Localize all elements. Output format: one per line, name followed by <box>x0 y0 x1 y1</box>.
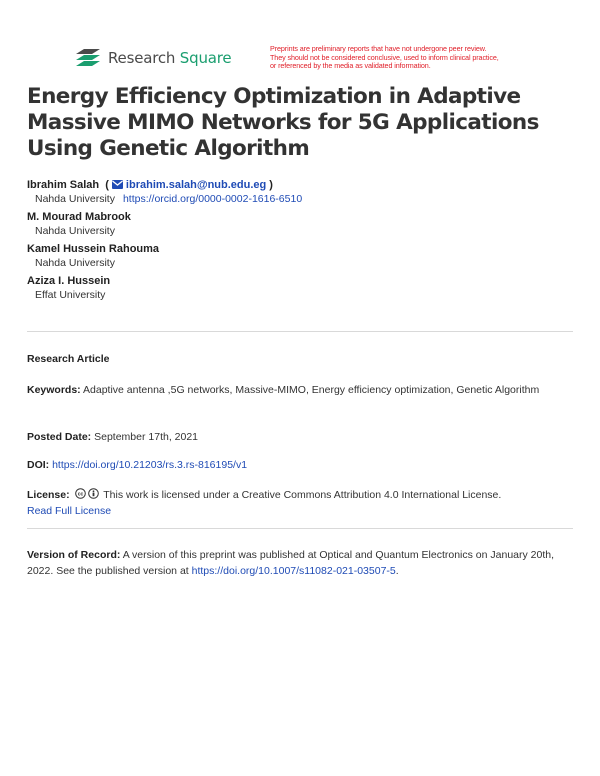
read-full-license-link[interactable]: Read Full License <box>27 505 112 517</box>
author-email-wrap: ( ibrahim.salah@nub.edu.eg ) <box>99 179 273 191</box>
research-square-logo[interactable] <box>74 47 231 69</box>
doi-link[interactable]: https://doi.org/10.21203/rs.3.rs-816195/v1 <box>52 459 248 471</box>
author-entry <box>27 242 567 270</box>
logo-wordmark <box>108 49 231 67</box>
notice-line: or referenced by the media as validated information. <box>270 61 431 71</box>
article-type-label: Research Article <box>27 353 110 365</box>
author-entry <box>27 210 567 238</box>
mail-icon <box>112 180 123 189</box>
author-affiliation <box>27 192 567 206</box>
section-divider <box>27 528 573 529</box>
affiliation-text: Nahda University <box>35 193 115 205</box>
posted-date-block <box>27 429 573 445</box>
paper-title: Energy Efficiency Optimization in Adaptive Massive MIMO Networks for 5G Applications Using Genetic Algorithm <box>27 84 539 161</box>
keywords-value: Adaptive antenna ,5G networks, Massive-MIMO, Energy efficiency optimization, Genetic Algorithm <box>83 384 540 396</box>
doi-label: DOI: <box>27 459 50 471</box>
doi-block <box>27 457 573 473</box>
version-label: Version of Record: <box>27 549 121 561</box>
by-icon <box>88 488 99 499</box>
author-name-line <box>27 178 567 192</box>
license-text: This work is licensed under a Creative Commons Attribution 4.0 International License. <box>103 489 502 501</box>
cc-icon <box>75 488 86 499</box>
version-end: . <box>395 565 399 577</box>
author-list <box>27 178 567 306</box>
logo-word-square: Square <box>179 49 232 67</box>
author-entry <box>27 178 567 206</box>
author-name: Kamel Hussein Rahouma <box>27 243 160 255</box>
license-icons <box>75 488 99 499</box>
posted-date-value: September 17th, 2021 <box>94 431 199 443</box>
page-header <box>0 0 600 80</box>
author-name: Aziza I. Hussein <box>27 275 111 287</box>
notice-line: Preprints are preliminary reports that have not undergone peer review. <box>270 44 487 53</box>
keywords-label: Keywords: <box>27 384 81 396</box>
author-affiliation: Nahda University <box>35 225 115 237</box>
research-square-logo-icon <box>74 47 102 69</box>
logo-word-research: Research <box>108 49 176 67</box>
keywords-block <box>27 382 573 398</box>
article-type <box>27 351 573 367</box>
author-entry <box>27 274 567 302</box>
version-text: A version of this preprint was published at Optical and Quantum Electronics on January 20th, 2022. See the published version at <box>27 549 555 577</box>
published-version-link[interactable]: https://doi.org/10.1007/s11082-021-03507-5 <box>191 565 396 577</box>
svg-text:cc: cc <box>77 491 83 498</box>
author-name: Ibrahim Salah <box>27 179 100 191</box>
author-affiliation: Nahda University <box>35 257 115 269</box>
version-of-record-block <box>27 547 573 579</box>
notice-line: They should not be considered conclusive, used to inform clinical practice, <box>270 52 499 62</box>
author-affiliation: Effat University <box>35 289 106 301</box>
author-email-link[interactable]: ibrahim.salah@nub.edu.eg <box>125 179 267 191</box>
section-divider <box>27 331 573 332</box>
license-label: License: <box>27 489 70 501</box>
preprint-notice <box>270 45 540 71</box>
author-name: M. Mourad Mabrook <box>27 211 131 223</box>
posted-date-label: Posted Date: <box>27 431 92 443</box>
license-block <box>27 487 573 519</box>
orcid-link[interactable]: https://orcid.org/0000-0002-1616-6510 <box>122 193 303 205</box>
